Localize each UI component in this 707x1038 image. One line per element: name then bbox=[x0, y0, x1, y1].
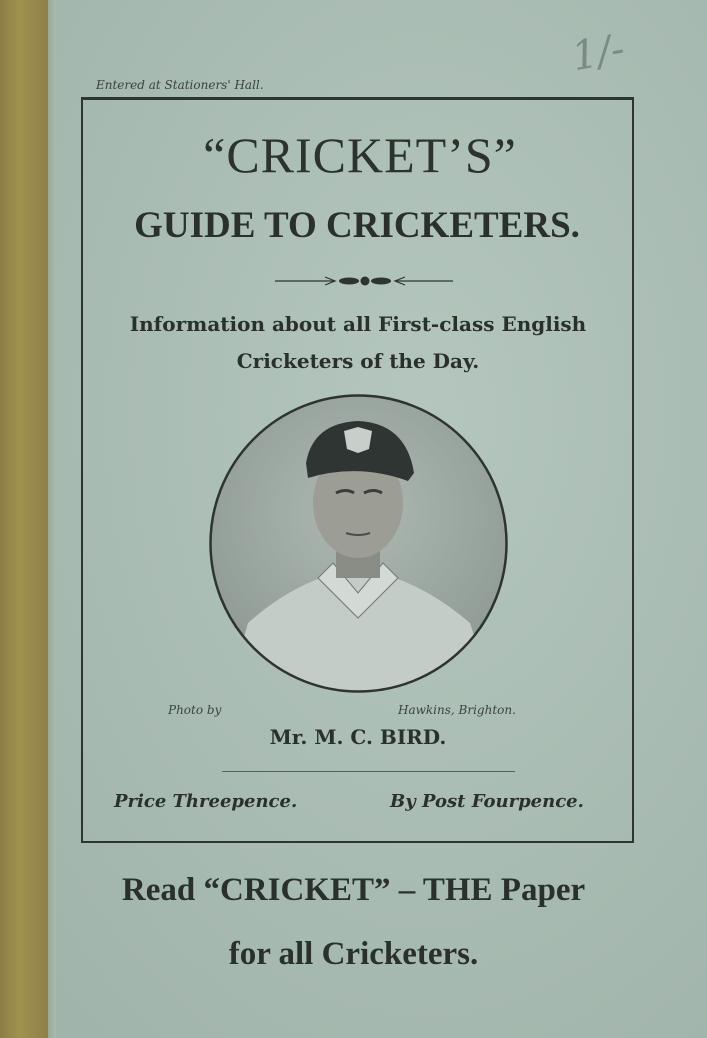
pencil-price-mark: 1/- bbox=[568, 25, 629, 81]
photo-credit-studio: Hawkins, Brighton. bbox=[398, 703, 516, 717]
advert-line-1: Read “CRICKET” – THE Paper bbox=[121, 872, 586, 908]
subtitle-line-2: Cricketers of the Day. bbox=[236, 349, 480, 373]
subtitle-line-1: Information about all First-class English bbox=[129, 312, 587, 336]
post-price-text: By Post Fourpence. bbox=[390, 791, 584, 812]
entered-notice: Entered at Stationers' Hall. bbox=[96, 78, 264, 92]
ornament-divider-icon bbox=[275, 272, 455, 290]
portrait-caption: Mr. M. C. BIRD. bbox=[269, 725, 447, 749]
price-text: Price Threepence. bbox=[114, 791, 298, 812]
divider-rule bbox=[222, 771, 515, 772]
photo-credit-label: Photo by bbox=[168, 703, 222, 717]
title-line-2: GUIDE TO CRICKETERS. bbox=[134, 205, 580, 246]
portrait-photo bbox=[208, 393, 509, 694]
title-line-1: “CRICKET’S” bbox=[203, 127, 517, 183]
advert-line-2: for all Cricketers. bbox=[228, 936, 479, 972]
